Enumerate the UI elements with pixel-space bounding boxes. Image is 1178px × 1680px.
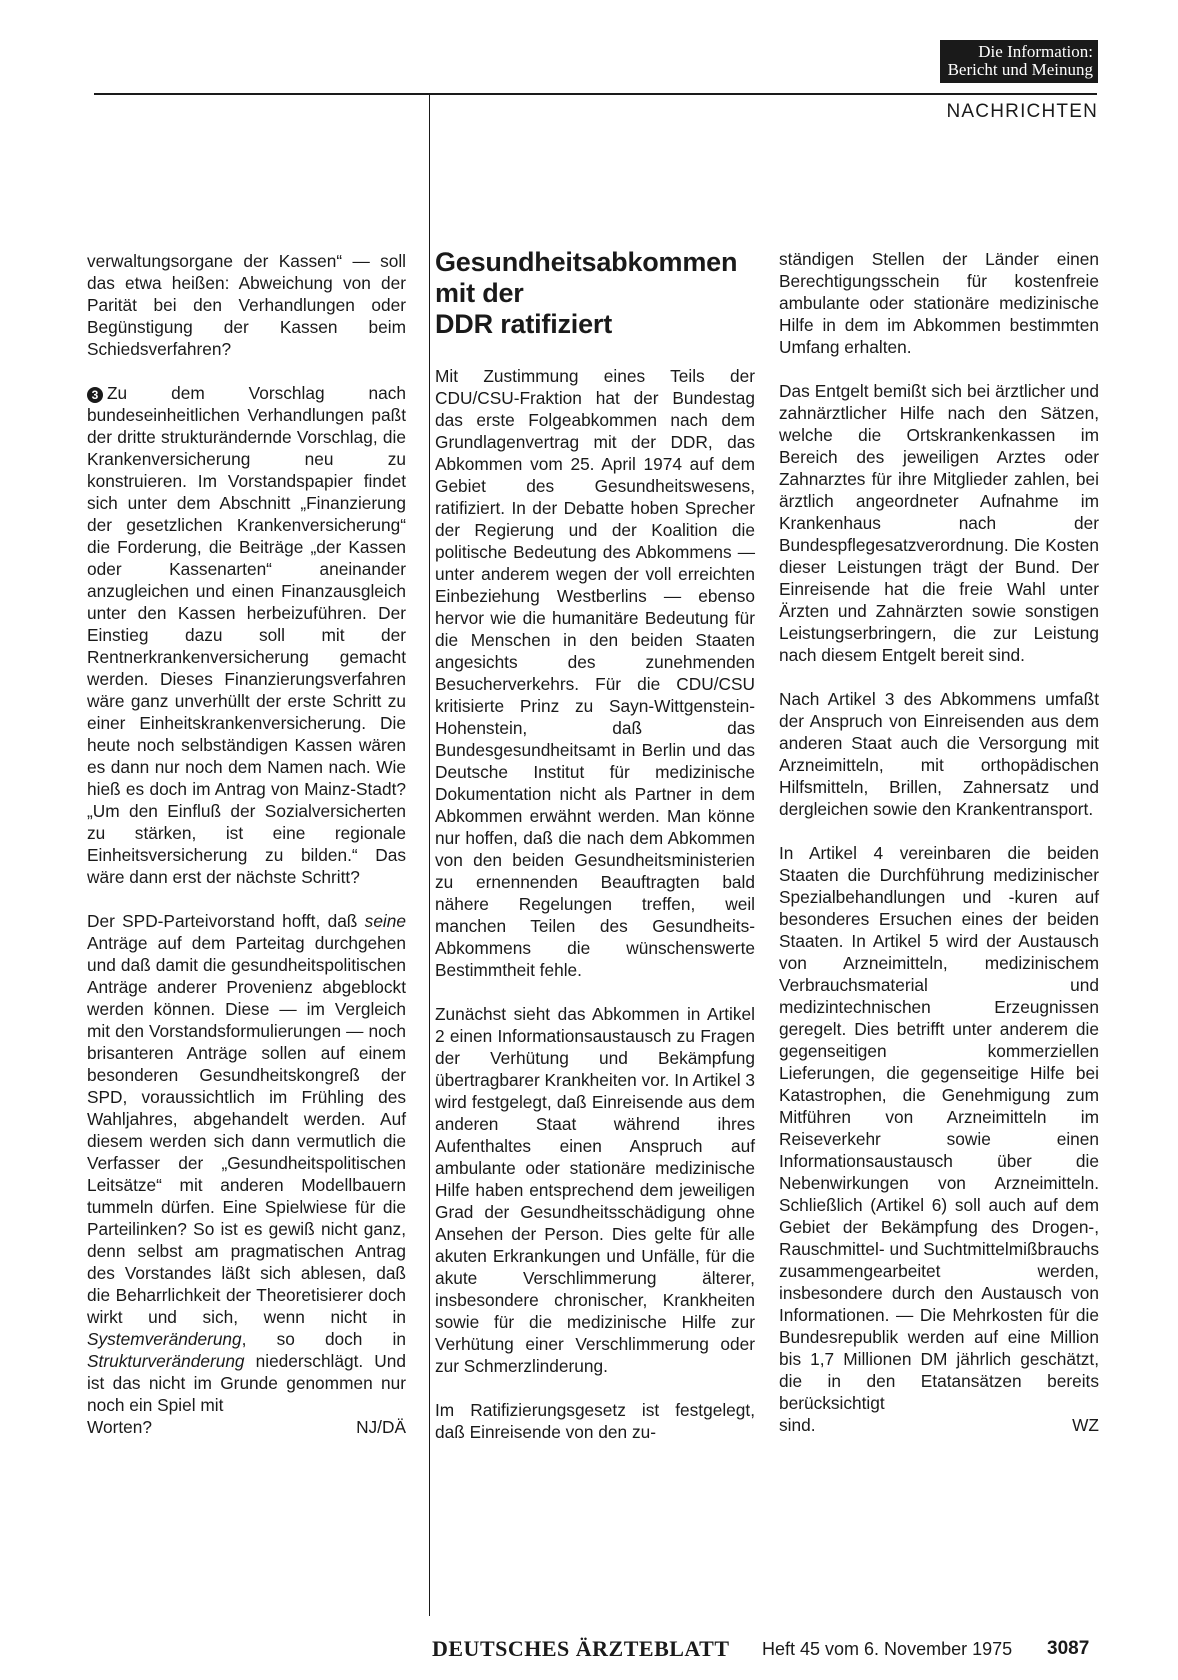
paragraph: Mit Zustimmung eines Teils der CDU/CSU-Fraktion hat der Bundestag das erste Folgeabkommen nach dem Grundlagenvertrag mit der DDR, das Abkommen vom 25. April 1974 auf dem Gebiet des Gesundheitswesens, ratifiziert. In der Debatte hoben Sprecher der Regierung und der Koalition die politische Bedeutung des Abkommens — unter anderem wegen der voll erreichten Einbeziehung Westberlins — ebenso hervor wie die humanitäre Bedeutung für die Menschen in den beiden Staaten angesichts des zunehmenden Besucherverkehrs. Für die CDU/CSU kritisierte Prinz zu Sayn-Wittgenstein-Hohenstein, daß das Bundesgesundheitsamt in Berlin und das Deutsche Institut für medizinische Dokumentation nicht als Partner in dem Abkommen erwähnt werden. Man könne nur hoffen, daß die nach dem Abkommen von den beiden Gesundheitsministerien zu ernennenden Beauftragten bald nähere Regelungen treffen, weil manchen Teilen des Gesundheits-Abkommens die wünschenswerte Bestimmtheit fehle.: [435, 366, 755, 980]
paragraph: In Artikel 4 vereinbaren die beiden Staaten die Durchführung medizinischer Spezialbehandlungen und -kuren auf besonderes Ersuchen eines der beiden Staaten. In Artikel 5 wird der Austausch von Arzneimitteln, medizinischem Verbrauchsmaterial und medizintechnischen Erzeugnissen geregelt. Dies betrifft unter anderem die gegenseitigen kommerziellen Lieferungen, die gegenseitige Hilfe bei Katastrophen, die Genehmigung zum Mitführen von Arzneimitteln im Reiseverkehr sowie einen Informationsaustausch über die Nebenwirkungen von Arzneimitteln. Schließlich (Artikel 6) soll auch auf dem Gebiet der Bekämpfung des Drogen-, Rauschmittel- und Suchtmittelmißbrauchs zusammengearbeitet werden, insbesondere durch den Austausch von Informationen. — Die Mehrkosten für die Bundesrepublik werden auf eine Million bis 1,7 Millionen DM jährlich geschätzt, die in den Etatansätzen bereits berücksichtigt: [779, 843, 1099, 1413]
paragraph: Nach Artikel 3 des Abkommens umfaßt der Anspruch von Einreisenden aus dem anderen Staat auch die Versorgung mit Arzneimitteln, mit orthopädischen Hilfsmitteln, Brillen, Zahnersatz und dergleichen sowie den Krankentransport.: [779, 689, 1099, 819]
rubric-line-2: Bericht und Meinung: [947, 60, 1093, 79]
page-footer: [0, 1636, 1100, 1664]
paragraph: ständigen Stellen der Länder einen Berechtigungsschein für kostenfreie ambulante oder stationäre medizinische Hilfe in dem im Abkommen bestimmten Umfang erhalten.: [779, 249, 1099, 357]
article-headline: Gesundheitsabkommen mit der DDR ratifiziert: [435, 247, 738, 339]
last-line: Worten?: [87, 1417, 152, 1437]
column-right: [779, 248, 1099, 1436]
paragraph: Zunächst sieht das Abkommen in Artikel 2 einen Informationsaustausch zu Fragen der Verhütung und Bekämpfung übertragbarer Krankheiten vor. In Artikel 3 wird festgelegt, daß Einreisende aus dem anderen Staat während ihres Aufenthaltes einen Anspruch auf ambulante oder stationäre medizinische Hilfe haben entsprechend dem jeweiligen Grad der Gesundheitsschädigung ohne Ansehen der Person. Dies gelte für alle akuten Erkrankungen und Unfälle, für die akute Verschlimmerung älterer, insbesondere chronischer, Krankheiten sowie für die medizinische Hilfe zur Verhütung einer Verschlimmerung oder zur Schmerzlinderung.: [435, 1004, 755, 1376]
emphasis: Strukturveränderung: [87, 1351, 245, 1371]
column-middle: [435, 247, 755, 1465]
signature-line: [779, 1414, 1099, 1436]
section-label: NACHRICHTEN: [946, 101, 1098, 122]
emphasis: Systemveränderung: [87, 1329, 242, 1349]
last-line: sind.: [779, 1415, 816, 1435]
header-rule: [94, 93, 1097, 95]
page-number: 3087: [1047, 1638, 1090, 1659]
author-signature: NJ/DÄ: [356, 1417, 406, 1437]
numbered-bullet-icon: 3: [87, 387, 103, 403]
paragraph: 3 Zu dem Vorschlag nach bundeseinheitlichen Verhandlungen paßt der dritte strukturändernde Vorschlag, die Krankenversicherung neu zu konstruieren. Im Vorstandspapier findet sich unter dem Abschnitt „Finanzierung der gesetzlichen Krankenversicherung“ die Forderung, die Beiträge „der Kassen oder Kassenarten“ aneinander anzugleichen und einen Finanzausgleich unter den Kassen herbeizuführen. Der Einstieg dazu soll mit der Rentnerkrankenversicherung gemacht werden. Dieses Finanzierungsverfahren wäre ganz unverhüllt der erste Schritt zu einer Einheitskrankenversicherung. Die heute noch selbständigen Kassen wären es dann nur noch dem Namen nach. Wie hieß es doch im Antrag von Mainz-Stadt? „Um den Einfluß der Sozialversicherten zu stärken, ist eine regionale Einheitsversicherung zu bilden.“ Das wäre dann erst der nächste Schritt?: [87, 383, 406, 887]
author-signature: WZ: [1072, 1415, 1099, 1435]
issue-info: Heft 45 vom 6. November 1975: [762, 1639, 1013, 1659]
rubric-line-1: Die Information:: [978, 42, 1093, 61]
signature-line: [87, 1416, 406, 1438]
column-left: [87, 250, 406, 1438]
paragraph: Der SPD-Parteivorstand hofft, daß seine Anträge auf dem Parteitag durchgehen und daß damit die gesundheitspolitischen Anträge anderer Provenienz abgeblockt werden können. Diese — im Vergleich mit den Vorstandsformulierungen — noch brisanteren Anträge sollen auf einem besonderen Gesundheitskongreß der SPD, voraussichtlich im Frühling des Wahljahres, abgehandelt werden. Auf diesem werden sich dann vermutlich die Verfasser der „Gesundheitspolitischen Leitsätze“ mit anderen Modellbauern tummeln dürfen. Eine Spielwiese für die Parteilinken? So ist es gewiß nicht ganz, denn selbst am pragmatischen Antrag des Vorstandes läßt sich ablesen, daß die Beharrlichkeit der Theoretisierer doch wirkt und sich, wenn nicht in Systemveränderung, so doch in Strukturveränderung niederschlägt. Und ist das nicht im Grunde genommen nur noch ein Spiel mit: [87, 911, 406, 1415]
column-divider: [429, 93, 430, 1616]
paragraph: Im Ratifizierungsgesetz ist festgelegt, daß Einreisende von den zu-: [435, 1400, 755, 1442]
rubric-box: [940, 40, 1098, 83]
paragraph: verwaltungsorgane der Kassen“ — soll das etwa heißen: Abweichung von der Parität bei den Verhandlungen oder Begünstigung der Kassen beim Schiedsverfahren?: [87, 251, 406, 359]
paragraph: Das Entgelt bemißt sich bei ärztlicher und zahnärztlicher Hilfe nach den Sätzen, welche die Ortskrankenkassen im Bereich des jeweiligen Arztes oder Zahnarztes für ihre Mitglieder zahlen, bei ärztlich angeordneter Aufnahme im Krankenhaus nach der Bundespflegesatzverordnung. Die Kosten dieser Leistungen trägt der Bund. Der Einreisende hat die freie Wahl unter Ärzten und Zahnärzten sowie sonstigen Leistungserbringern, die zur Leistung nach diesem Entgelt bereit sind.: [779, 381, 1099, 665]
journal-title: DEUTSCHES ÄRZTEBLATT: [432, 1636, 730, 1661]
emphasis: seine: [364, 911, 406, 931]
